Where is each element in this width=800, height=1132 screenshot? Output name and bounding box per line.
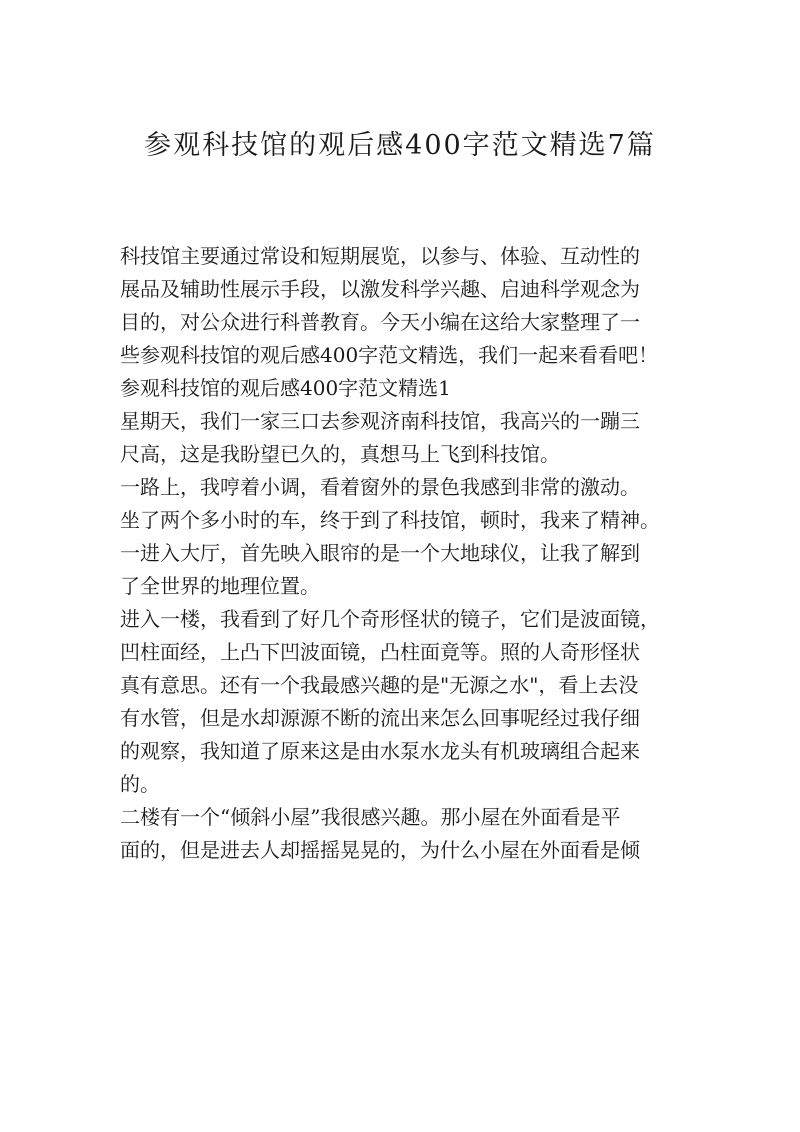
body-line: 面的，但是进去人却摇摇晃晃的，为什么小屋在外面看是倾 (120, 838, 640, 862)
body-line: 尺高，这是我盼望已久的，真想马上飞到科技馆。 (120, 442, 560, 466)
body-line: 二楼有一个“倾斜小屋”我很感兴趣。那小屋在外面看是平 (120, 805, 621, 829)
section-heading: 参观科技馆的观后感400字范文精选1 (120, 376, 451, 400)
body-line: 科技馆主要通过常设和短期展览，以参与、体验、互动性的 (120, 244, 640, 268)
body-line: 的观察，我知道了原来这是由水泵水龙头有机玻璃组合起来 (120, 739, 640, 763)
document-title: 参观科技馆的观后感400字范文精选7篇 (144, 130, 656, 161)
body-line: 一进入大厅，首先映入眼帘的是一个大地球仪，让我了解到 (120, 541, 640, 565)
body-line: 真有意思。还有一个我最感兴趣的是"无源之水"，看上去没 (120, 673, 639, 697)
body-line: 坐了两个多小时的车，终于到了科技馆，顿时，我来了精神。 (120, 508, 660, 532)
body-line: 进入一楼，我看到了好几个奇形怪状的镜子，它们是波面镜， (120, 607, 660, 631)
body-line: 星期天，我们一家三口去参观济南科技馆，我高兴的一蹦三 (120, 409, 640, 433)
body-line: 一路上，我哼着小调，看着窗外的景色我感到非常的激动。 (120, 475, 640, 499)
body-line: 展品及辅助性展示手段，以激发科学兴趣、启迪科学观念为 (120, 277, 640, 301)
body-line: 目的，对公众进行科普教育。今天小编在这给大家整理了一 (120, 310, 640, 334)
document-body (120, 240, 682, 867)
body-line: 些参观科技馆的观后感400字范文精选，我们一起来看看吧！ (120, 343, 659, 367)
body-line: 了全世界的地理位置。 (120, 574, 320, 598)
body-line: 有水管，但是水却源源不断的流出来怎么回事呢经过我仔细 (120, 706, 640, 730)
body-line: 的。 (120, 772, 160, 796)
body-line: 凹柱面经，上凸下凹波面镜，凸柱面竟等。照的人奇形怪状 (120, 640, 640, 664)
